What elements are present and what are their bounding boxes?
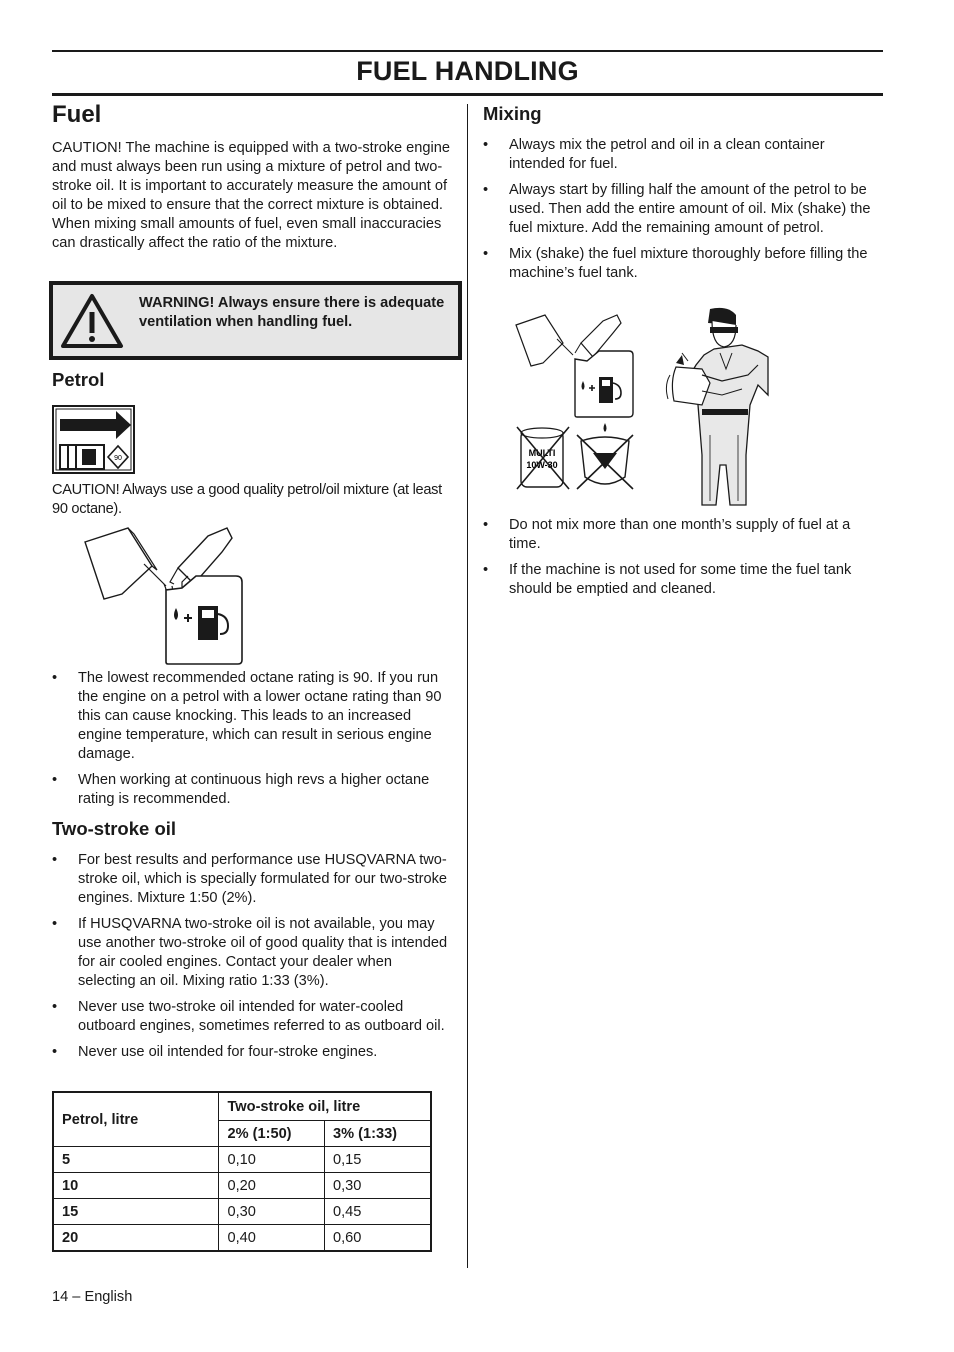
list-item: • Always start by filling half the amount of the petrol to be used. Then add the entire amount of oil. Mix (shake) the fuel mixture. Add the remaining amount of petrol. [483, 182, 871, 236]
svg-text:90: 90 [114, 455, 122, 462]
table-cell: 0,40 [219, 1225, 325, 1252]
table-header-petrol: Petrol, litre [53, 1092, 219, 1147]
octane-rating-symbol-icon [52, 405, 136, 475]
list-item: • Mix (shake) the fuel mixture thoroughly before filling the machine’s fuel tank. [483, 246, 868, 281]
table-row [53, 1199, 431, 1225]
table-row [53, 1147, 431, 1173]
table-cell: 0,30 [324, 1173, 431, 1199]
list-item: • Always mix the petrol and oil in a clean container intended for fuel. [483, 137, 825, 172]
warning-triangle-icon [59, 292, 125, 350]
two-stroke-oil-bullet-list [52, 851, 452, 1069]
list-item: • Never use oil intended for four-stroke engines. [52, 1044, 378, 1060]
column-divider [467, 104, 468, 1268]
section-heading-two-stroke-oil: Two-stroke oil [52, 818, 177, 839]
fuel-caution-text: CAUTION! The machine is equipped with a two-stroke engine and must always been run using a mixture of petrol and two-stroke oil. It is important to accurately measure the amount of oil to be mixed to ensure that the correct mixture is obtained. When mixing small amounts of fuel, even small inaccuracies can drastically affect the ratio of the mixture. [52, 140, 451, 251]
section-heading-fuel: Fuel [52, 101, 102, 128]
svg-text:10W-30: 10W-30 [526, 460, 558, 470]
page-title: FUEL HANDLING [356, 56, 579, 86]
list-item: • Never use two-stroke oil intended for water-cooled outboard engines, sometimes referred to as outboard oil. [52, 999, 445, 1034]
list-item: • The lowest recommended octane rating is 90. If you run the engine on a petrol with a lower octane rating than 90 this can cause knocking. This leads to an increased engine temperature, which can result in serious engine damage. [52, 670, 442, 762]
mixing-bullet-list-bottom [483, 516, 883, 606]
petrol-bullet-list [52, 669, 452, 816]
table-row [53, 1225, 431, 1252]
warning-box [49, 281, 462, 360]
table-cell: 15 [53, 1199, 219, 1225]
petrol-caution-text: CAUTION! Always use a good quality petrol/oil mixture (at least 90 octane). [52, 482, 442, 517]
table-cell: 0,10 [219, 1147, 325, 1173]
table-subheader: 2% (1:50) [219, 1121, 325, 1147]
svg-text:MULTI: MULTI [528, 448, 556, 458]
table-cell: 10 [53, 1173, 219, 1199]
section-heading-petrol: Petrol [52, 369, 105, 390]
table-cell: 0,60 [324, 1225, 431, 1252]
table-cell: 0,30 [219, 1199, 325, 1225]
warning-text: WARNING! Always ensure there is adequate ventilation when handling fuel. [139, 295, 445, 330]
table-cell: 0,15 [324, 1147, 431, 1173]
list-item: • If HUSQVARNA two-stroke oil is not available, you may use another two-stroke oil of good quality that is intended for air cooled engines. Contact your dealer when selecting an oil. Mixing ratio 1:33 (3%). [52, 916, 448, 989]
table-header-oil: Two-stroke oil, litre [219, 1092, 431, 1121]
pour-oil-into-fuel-can-illustration [82, 524, 247, 666]
list-item: • If the machine is not used for some time the fuel tank should be emptied and cleaned. [483, 562, 852, 597]
table-cell: 20 [53, 1225, 219, 1252]
table-subheader: 3% (1:33) [324, 1121, 431, 1147]
mixing-bullet-list-top [483, 136, 883, 290]
table-cell: 5 [53, 1147, 219, 1173]
table-cell: 0,45 [324, 1199, 431, 1225]
mixing-containers-illustration [513, 311, 653, 493]
mixing-ratio-table [52, 1091, 432, 1252]
table-row [53, 1173, 431, 1199]
list-item: • For best results and performance use HUSQVARNA two-stroke oil, which is specially formulated for our two-stroke engines. Mixture 1:50 (2%). [52, 852, 448, 906]
list-item: • Do not mix more than one month’s supply of fuel at a time. [483, 517, 851, 552]
list-item: • When working at continuous high revs a higher octane rating is recommended. [52, 772, 430, 807]
person-shaking-fuel-can-illustration [662, 305, 774, 513]
page-footer: 14 – English [52, 1289, 133, 1305]
section-heading-mixing: Mixing [483, 103, 542, 124]
title-underline [52, 93, 883, 96]
top-rule [52, 50, 883, 52]
table-cell: 0,20 [219, 1173, 325, 1199]
